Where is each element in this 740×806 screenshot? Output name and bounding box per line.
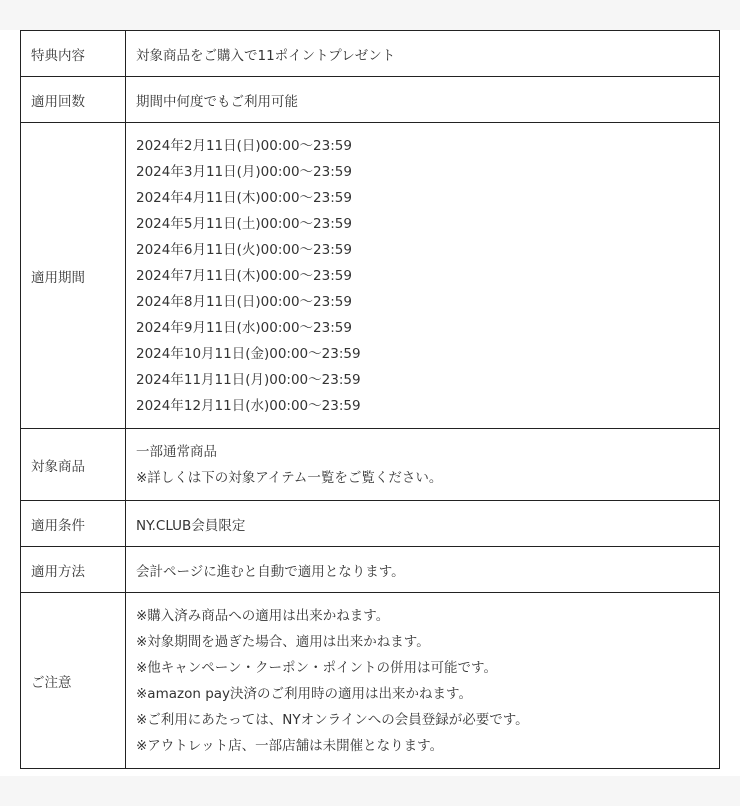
table-row-notes bbox=[21, 593, 720, 769]
period-line: 2024年3月11日(月)00:00〜23:59 bbox=[136, 163, 352, 180]
table-row-count bbox=[21, 77, 720, 123]
table-row-benefit bbox=[21, 31, 720, 77]
period-line: 2024年6月11日(火)00:00〜23:59 bbox=[136, 241, 352, 258]
note-line: ※対象期間を過ぎた場合、適用は出来かねます。 bbox=[136, 633, 430, 650]
row-value: 対象商品をご購入で11ポイントプレゼント bbox=[126, 31, 720, 77]
period-line: 2024年11月11日(月)00:00〜23:59 bbox=[136, 371, 361, 388]
period-line: 2024年9月11日(水)00:00〜23:59 bbox=[136, 319, 352, 336]
row-label: 特典内容 bbox=[21, 31, 126, 77]
table-row-method bbox=[21, 547, 720, 593]
period-line: 2024年7月11日(木)00:00〜23:59 bbox=[136, 267, 352, 284]
campaign-info-panel bbox=[0, 30, 740, 776]
row-value bbox=[126, 593, 720, 769]
row-label: ご注意 bbox=[21, 593, 126, 769]
target-line: 一部通常商品 bbox=[136, 443, 217, 460]
period-line: 2024年10月11日(金)00:00〜23:59 bbox=[136, 345, 361, 362]
table-row-period bbox=[21, 123, 720, 429]
row-label: 対象商品 bbox=[21, 429, 126, 501]
row-value: 会計ページに進むと自動で適用となります。 bbox=[126, 547, 720, 593]
period-line: 2024年2月11日(日)00:00〜23:59 bbox=[136, 137, 352, 154]
note-line: ※ご利用にあたっては、NYオンラインへの会員登録が必要です。 bbox=[136, 711, 529, 728]
target-line: ※詳しくは下の対象アイテム一覧をご覧ください。 bbox=[136, 469, 443, 486]
row-label: 適用期間 bbox=[21, 123, 126, 429]
table-row-condition bbox=[21, 501, 720, 547]
row-value bbox=[126, 429, 720, 501]
period-line: 2024年4月11日(木)00:00〜23:59 bbox=[136, 189, 352, 206]
note-line: ※他キャンペーン・クーポン・ポイントの併用は可能です。 bbox=[136, 659, 497, 676]
note-line: ※アウトレット店、一部店舗は未開催となります。 bbox=[136, 737, 444, 754]
row-value: 期間中何度でもご利用可能 bbox=[126, 77, 720, 123]
table-row-target bbox=[21, 429, 720, 501]
row-label: 適用回数 bbox=[21, 77, 126, 123]
period-line: 2024年8月11日(日)00:00〜23:59 bbox=[136, 293, 352, 310]
row-label: 適用方法 bbox=[21, 547, 126, 593]
row-label: 適用条件 bbox=[21, 501, 126, 547]
note-line: ※amazon pay決済のご利用時の適用は出来かねます。 bbox=[136, 685, 472, 702]
row-value bbox=[126, 123, 720, 429]
note-line: ※購入済み商品への適用は出来かねます。 bbox=[136, 607, 390, 624]
row-value: NY.CLUB会員限定 bbox=[126, 501, 720, 547]
period-line: 2024年12月11日(水)00:00〜23:59 bbox=[136, 397, 361, 414]
period-line: 2024年5月11日(土)00:00〜23:59 bbox=[136, 215, 352, 232]
campaign-info-table bbox=[20, 30, 720, 769]
